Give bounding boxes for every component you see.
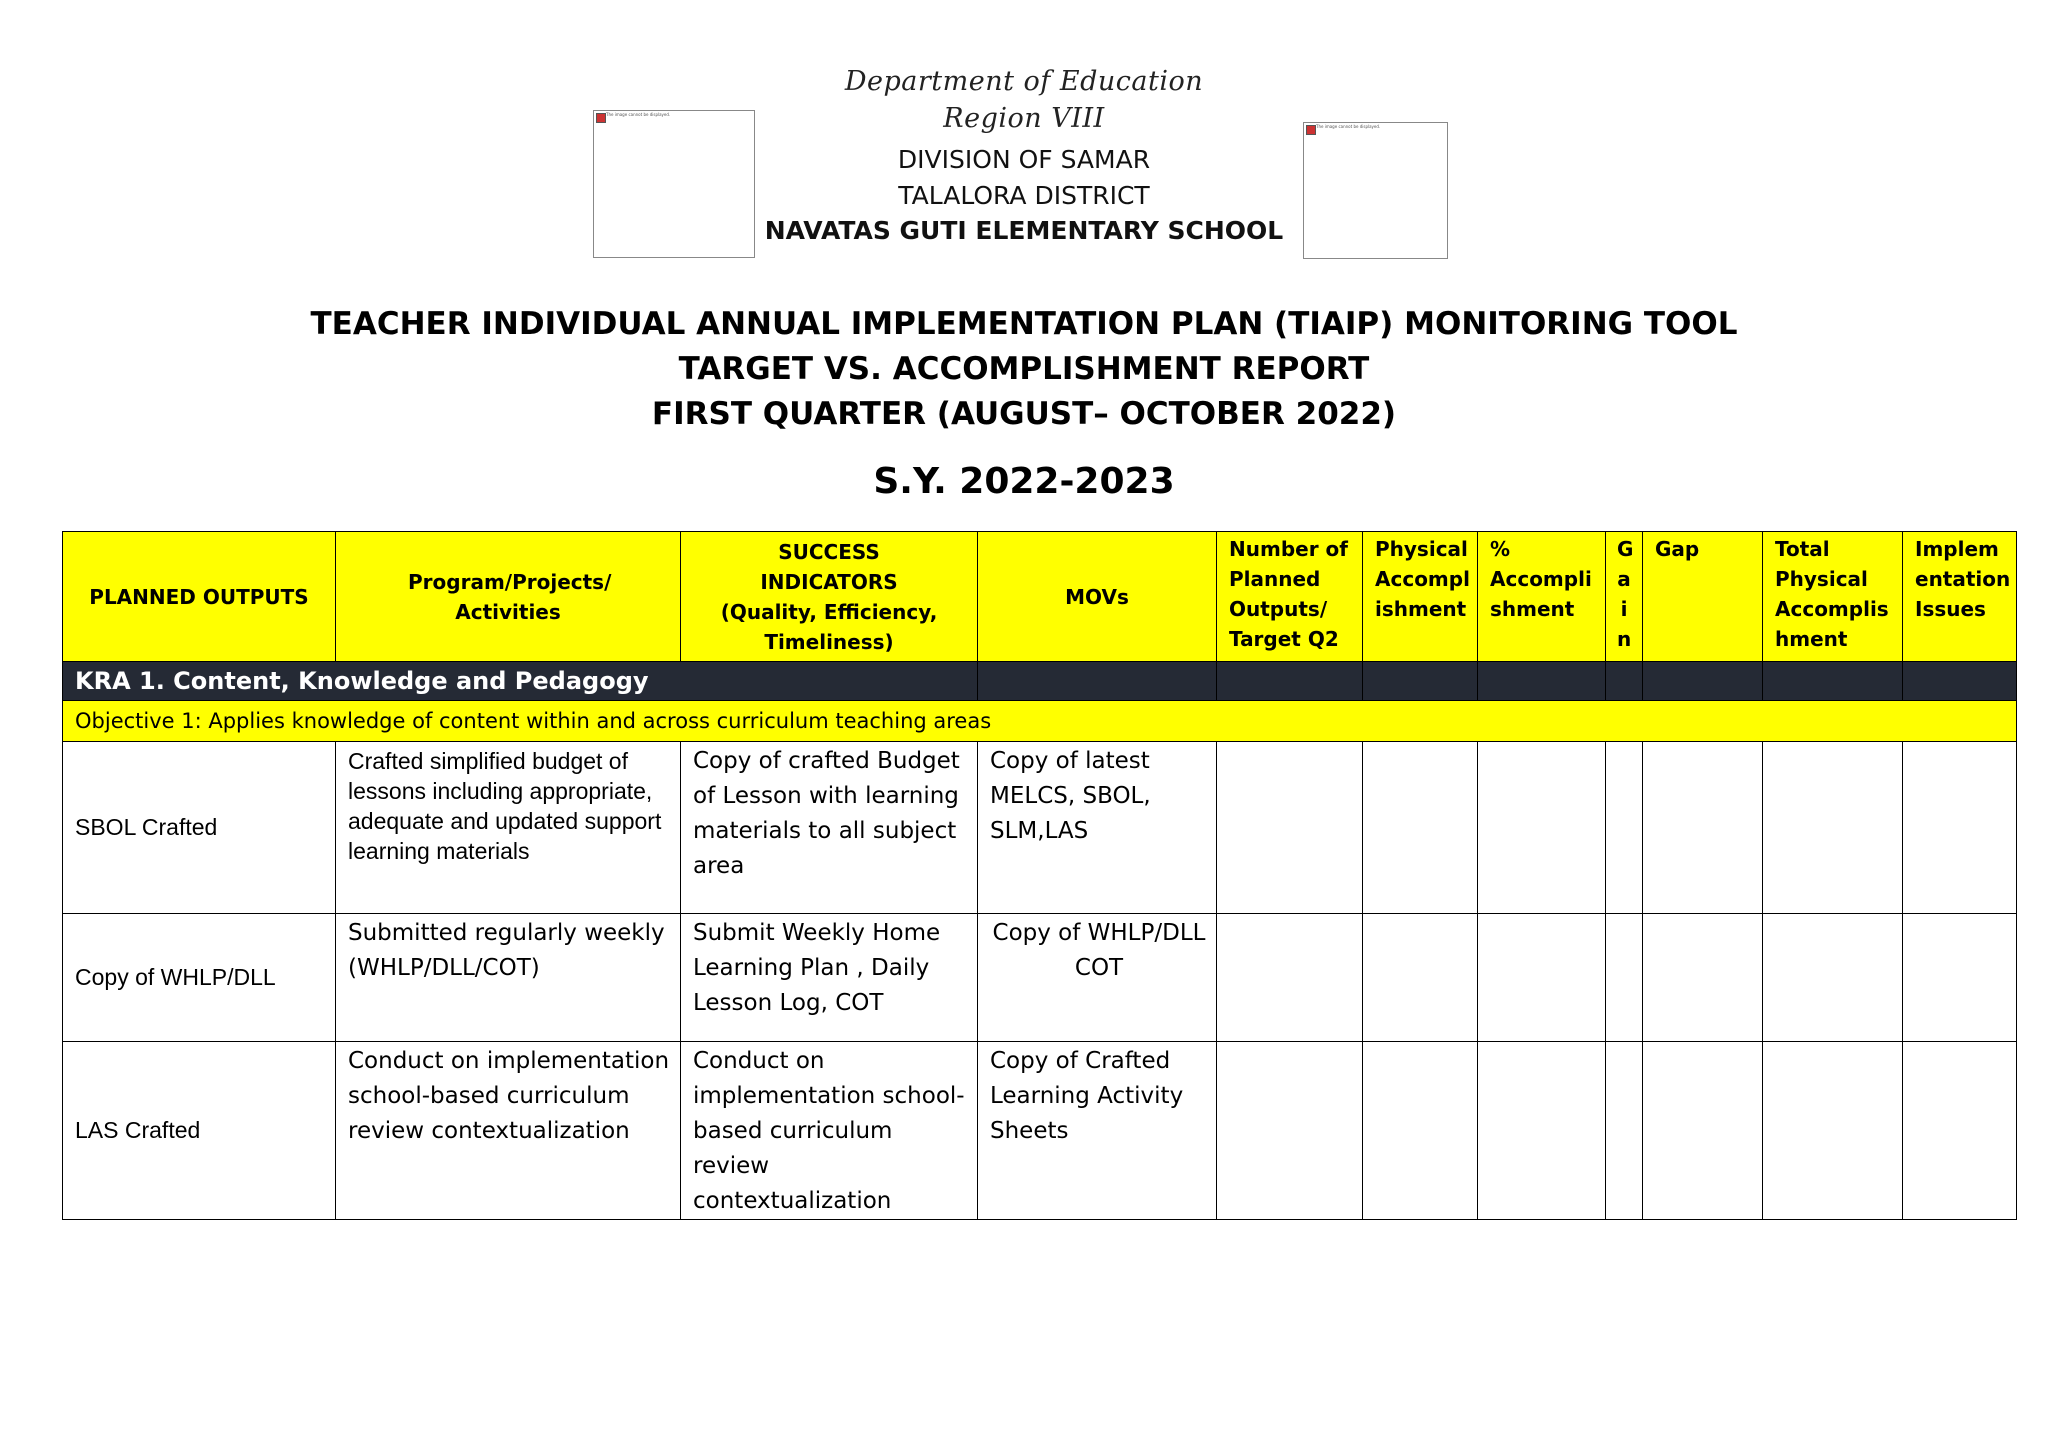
empty-cell bbox=[1478, 914, 1606, 1042]
empty-cell bbox=[1217, 742, 1363, 914]
col-header-movs: MOVs bbox=[978, 532, 1217, 662]
report-period: FIRST QUARTER (AUGUST– OCTOBER 2022) bbox=[651, 396, 1397, 432]
col-header-issues: Implem entation Issues bbox=[1903, 532, 2017, 662]
objective-label: Objective 1: Applies knowledge of content within and across curriculum teaching areas bbox=[63, 701, 2017, 742]
col-header-percent: % Accompli shment bbox=[1478, 532, 1606, 662]
planned-output-cell: SBOL Crafted bbox=[63, 742, 336, 914]
planned-output-cell: Copy of WHLP/DLL bbox=[63, 914, 336, 1042]
table-row bbox=[63, 742, 2017, 914]
planned-output-cell: LAS Crafted bbox=[63, 1042, 336, 1220]
movs-cell: Copy of latest MELCS, SBOL, SLM,LAS bbox=[978, 742, 1217, 914]
dept-name: Department of Education bbox=[844, 66, 1204, 97]
report-subtitle: TARGET VS. ACCOMPLISHMENT REPORT bbox=[678, 351, 1370, 387]
empty-cell bbox=[1903, 742, 2017, 914]
movs-cell: Copy of Crafted Learning Activity Sheets bbox=[978, 1042, 1217, 1220]
kra-label: KRA 1. Content, Knowledge and Pedagogy bbox=[63, 662, 978, 701]
district-name: TALALORA DISTRICT bbox=[898, 181, 1150, 210]
division-name: DIVISION OF SAMAR bbox=[897, 145, 1151, 174]
col-header-success-indicators bbox=[681, 532, 978, 662]
empty-cell bbox=[1643, 914, 1763, 1042]
kra-cell bbox=[1763, 662, 1903, 701]
report-title: TEACHER INDIVIDUAL ANNUAL IMPLEMENTATION PLAN (TIAIP) MONITORING TOOL bbox=[310, 306, 1738, 342]
empty-cell bbox=[1478, 742, 1606, 914]
kra-cell bbox=[1217, 662, 1363, 701]
kra-cell bbox=[1478, 662, 1606, 701]
ppa-cell: Submitted regularly weekly (WHLP/DLL/COT) bbox=[336, 914, 681, 1042]
col-header-gain bbox=[1606, 532, 1643, 662]
gain-header-text: G a i n bbox=[1617, 537, 1634, 651]
col-header-number-planned: Number of Planned Outputs/ Target Q2 bbox=[1217, 532, 1363, 662]
empty-cell bbox=[1363, 914, 1478, 1042]
empty-cell bbox=[1903, 914, 2017, 1042]
kra-cell bbox=[1606, 662, 1643, 701]
tiaip-table bbox=[62, 531, 2017, 1220]
success-header-text: SUCCESS INDICATORS (Quality, Efficiency, Timeliness) bbox=[720, 539, 938, 654]
school-year: S.Y. 2022-2023 bbox=[873, 461, 1175, 502]
ppa-header-text: Program/Projects/ Activities bbox=[408, 569, 612, 624]
col-header-planned-outputs: PLANNED OUTPUTS bbox=[63, 532, 336, 662]
objective-row bbox=[63, 701, 2017, 742]
empty-cell bbox=[1363, 1042, 1478, 1220]
empty-cell bbox=[1363, 742, 1478, 914]
broken-image-icon bbox=[596, 113, 606, 123]
col-header-physical: Physical Accompl ishment bbox=[1363, 532, 1478, 662]
empty-cell bbox=[1217, 914, 1363, 1042]
header-row bbox=[63, 532, 2017, 662]
table-row bbox=[63, 1042, 2017, 1220]
movs-cell: Copy of WHLP/DLL COT bbox=[978, 914, 1217, 1042]
indicator-cell: Conduct on implementation school-based curriculum review contextualization bbox=[681, 1042, 978, 1220]
empty-cell bbox=[1763, 742, 1903, 914]
kra-cell bbox=[978, 662, 1217, 701]
empty-cell bbox=[1643, 742, 1763, 914]
ppa-cell: Crafted simplified budget of lessons including appropriate, adequate and updated support learning materials bbox=[336, 742, 681, 914]
logo-alt-text: The image cannot be displayed. bbox=[606, 112, 671, 117]
kra-cell bbox=[1363, 662, 1478, 701]
empty-cell bbox=[1217, 1042, 1363, 1220]
empty-cell bbox=[1606, 1042, 1643, 1220]
kra-row bbox=[63, 662, 2017, 701]
school-name: NAVATAS GUTI ELEMENTARY SCHOOL bbox=[764, 216, 1284, 245]
indicator-cell: Copy of crafted Budget of Lesson with learning materials to all subject area bbox=[681, 742, 978, 914]
empty-cell bbox=[1606, 914, 1643, 1042]
col-header-ppa bbox=[336, 532, 681, 662]
logo-alt-text: The image cannot be displayed. bbox=[1316, 124, 1381, 129]
col-header-total-physical: Total Physical Accomplis hment bbox=[1763, 532, 1903, 662]
empty-cell bbox=[1763, 1042, 1903, 1220]
ppa-cell: Conduct on implementation school-based curriculum review contextualization bbox=[336, 1042, 681, 1220]
left-logo-placeholder bbox=[593, 110, 755, 258]
empty-cell bbox=[1763, 914, 1903, 1042]
kra-cell bbox=[1643, 662, 1763, 701]
region-name: Region VIII bbox=[943, 103, 1105, 134]
empty-cell bbox=[1643, 1042, 1763, 1220]
kra-cell bbox=[1903, 662, 2017, 701]
table-row bbox=[63, 914, 2017, 1042]
empty-cell bbox=[1903, 1042, 2017, 1220]
empty-cell bbox=[1478, 1042, 1606, 1220]
indicator-cell: Submit Weekly Home Learning Plan , Daily Lesson Log, COT bbox=[681, 914, 978, 1042]
broken-image-icon bbox=[1306, 125, 1316, 135]
right-logo-placeholder bbox=[1303, 122, 1448, 259]
col-header-gap: Gap bbox=[1643, 532, 1763, 662]
empty-cell bbox=[1606, 742, 1643, 914]
